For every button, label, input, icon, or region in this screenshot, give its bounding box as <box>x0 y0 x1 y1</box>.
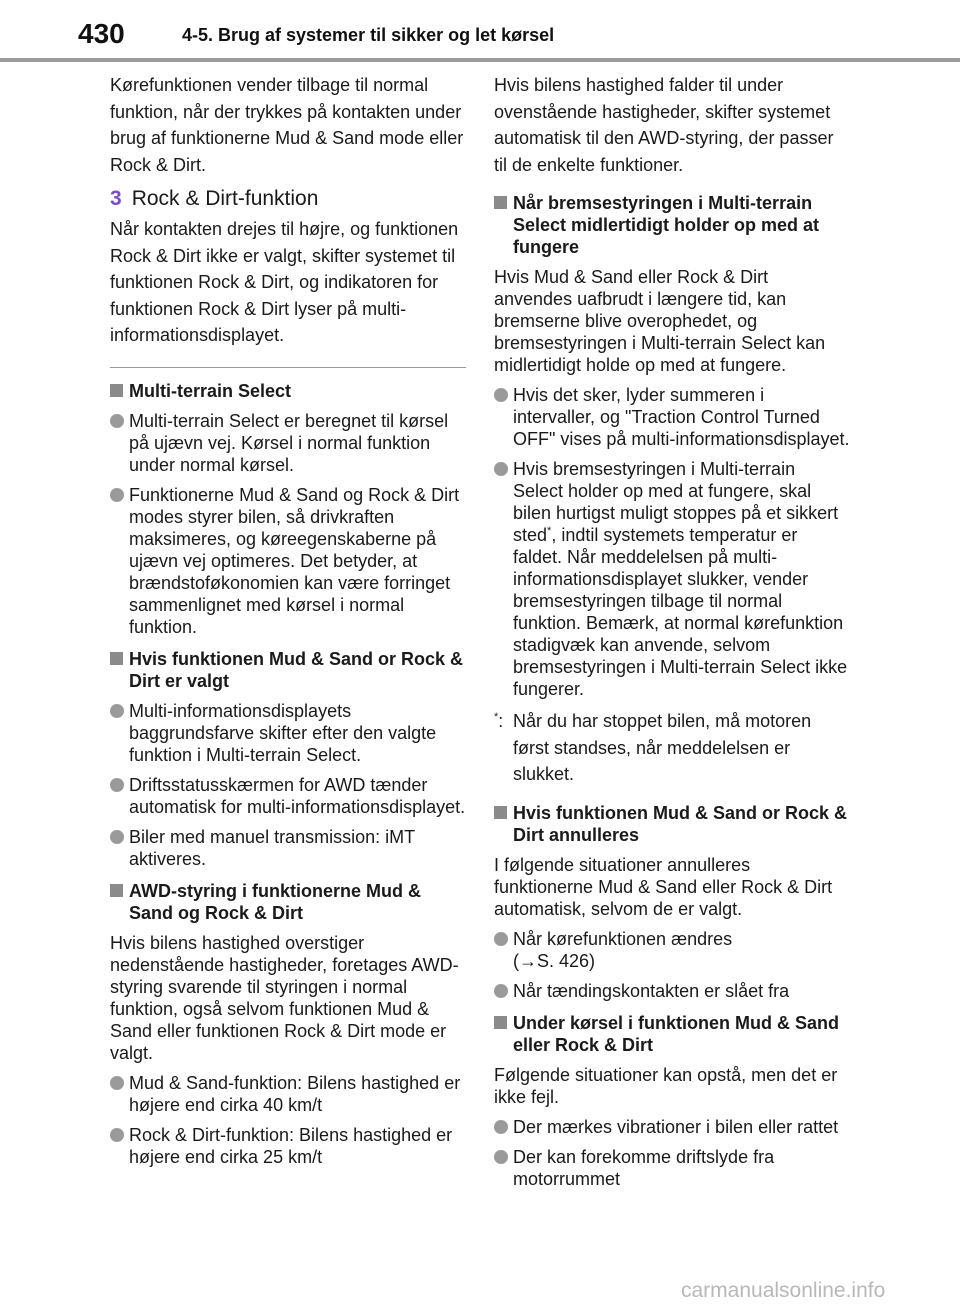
page-header <box>0 0 960 64</box>
intro-paragraph: Kørefunktionen vender tilbage til normal funktion, når der trykkes på kontakten under brug af funktionerne Mud & Sand mode eller Rock & Dirt. <box>110 75 464 175</box>
section-title: 4-5. Brug af systemer til sikker og let kørsel <box>182 25 555 45</box>
round-bullet-icon <box>494 388 508 402</box>
paragraph: Følgende situationer kan opstå, men det er ikke fejl. <box>494 1064 838 1107</box>
square-bullet-icon <box>110 652 123 665</box>
subheading: AWD-styring i funktionerne Mud & Sand og Rock & Dirt <box>110 880 466 924</box>
step-paragraph: Når kontakten drejes til højre, og funktionen Rock & Dirt ikke er valgt, skifter systemet til funktionen Rock & Dirt, og indikatoren for funktionen Rock & Dirt lyser på multi-informationsdisplayet. <box>110 219 459 345</box>
round-bullet-icon <box>494 1120 508 1134</box>
list-item: Der mærkes vibrationer i bilen eller rattet <box>494 1116 850 1138</box>
footnote: *: Når du har stoppet bilen, må motoren først standses, når meddelelsen er slukket. <box>494 711 812 784</box>
list-item: Biler med manuel transmission: iMT aktiveres. <box>110 826 466 870</box>
list-item: Rock & Dirt-funktion: Bilens hastighed er højere end cirka 25 km/t <box>110 1124 466 1168</box>
list-item: Når tændingskontakten er slået fra <box>494 980 850 1002</box>
list-item: Multi-terrain Select er beregnet til kørsel på ujævn vej. Kørsel i normal funktion under normal kørsel. <box>110 410 466 476</box>
paragraph: Hvis Mud & Sand eller Rock & Dirt anvendes uafbrudt i længere tid, kan bremserne blive overophedet, og bremsestyringen i Multi-terrain Select kan midlertidigt holde op med at fungere. <box>494 267 826 375</box>
round-bullet-icon <box>110 1076 124 1090</box>
square-bullet-icon <box>110 884 123 897</box>
round-bullet-icon <box>110 830 124 844</box>
footnote-marker: * <box>547 525 552 537</box>
list-item: Multi-informationsdisplayets baggrundsfarve skifter efter den valgte funktion i Multi-terrain Select. <box>110 700 466 766</box>
square-bullet-icon <box>110 384 123 397</box>
subheading: Multi-terrain Select <box>110 380 466 402</box>
step-number: 3 <box>110 187 122 210</box>
list-item: Mud & Sand-funktion: Bilens hastighed er højere end cirka 40 km/t <box>110 1072 466 1116</box>
round-bullet-icon <box>110 414 124 428</box>
subheading: Hvis funktionen Mud & Sand or Rock & Dirt annulleres <box>494 802 850 846</box>
page-number: 430 <box>78 18 125 49</box>
subheading: Under kørsel i funktionen Mud & Sand eller Rock & Dirt <box>494 1012 850 1056</box>
round-bullet-icon <box>494 462 508 476</box>
arrow-icon: → <box>519 950 537 971</box>
round-bullet-icon <box>110 704 124 718</box>
round-bullet-icon <box>110 778 124 792</box>
round-bullet-icon <box>110 488 124 502</box>
paragraph: Hvis bilens hastighed overstiger nedenstående hastigheder, foretages AWD-styring svarende til styringen i normal funktion, også selvom funktionen Mud & Sand eller funktionen Rock & Dirt mode er valgt. <box>110 932 459 1063</box>
watermark: carmanualsonline.info <box>681 1279 886 1302</box>
list-item: Når kørefunktionen ændres (→S. 426) <box>494 928 850 972</box>
paragraph: I følgende situationer annulleres funktionerne Mud & Sand eller Rock & Dirt automatisk, selvom de er valgt. <box>494 854 833 919</box>
step-title: Rock & Dirt-funktion <box>131 187 319 210</box>
square-bullet-icon <box>494 196 507 209</box>
square-bullet-icon <box>494 806 507 819</box>
square-bullet-icon <box>494 1016 507 1029</box>
round-bullet-icon <box>494 1150 508 1164</box>
header-rule <box>0 58 960 62</box>
list-item: Hvis bremsestyringen i Multi-terrain Select holder op med at fungere, skal bilen hurtigst muligt stoppes på et sikkert sted*, indtil systemets temperatur er faldet. Når meddelelsen på multi-informationsdisplayet slukker, vender bremsestyringen tilbage til normal funktion. Bemærk, at normal kørefunktion stadigvæk kan anvende, selvom bremsestyringen i Multi-terrain Select ikke fungerer. <box>494 458 850 700</box>
list-item: Der kan forekomme driftslyde fra motorrummet <box>494 1146 850 1190</box>
divider <box>110 367 466 368</box>
left-column <box>110 72 466 1168</box>
list-item: Funktionerne Mud & Sand og Rock & Dirt modes styrer bilen, så drivkraften maksimeres, og køreegenskaberne på ujævn vej optimeres. Det betyder, at brændstoføkonomien kan være forringet sammenlignet med kørsel i normal funktion. <box>110 484 466 638</box>
intro-paragraph: Hvis bilens hastighed falder til under ovenstående hastigheder, skifter systemet automatisk til den AWD-styring, der passer til de enkelte funktioner. <box>494 75 834 175</box>
round-bullet-icon <box>110 1128 124 1142</box>
subheading: Hvis funktionen Mud & Sand or Rock & Dirt er valgt <box>110 648 466 692</box>
step-heading <box>110 184 466 214</box>
round-bullet-icon <box>494 932 508 946</box>
round-bullet-icon <box>494 984 508 998</box>
page-reference: S. 426 <box>537 950 590 971</box>
list-item: Driftsstatusskærmen for AWD tænder automatisk for multi-informationsdisplayet. <box>110 774 466 818</box>
right-column <box>494 72 850 1190</box>
subheading: Når bremsestyringen i Multi-terrain Select midlertidigt holder op med at fungere <box>494 192 850 258</box>
list-item: Hvis det sker, lyder summeren i intervaller, og "Traction Control Turned OFF" vises på multi-informationsdisplayet. <box>494 384 850 450</box>
